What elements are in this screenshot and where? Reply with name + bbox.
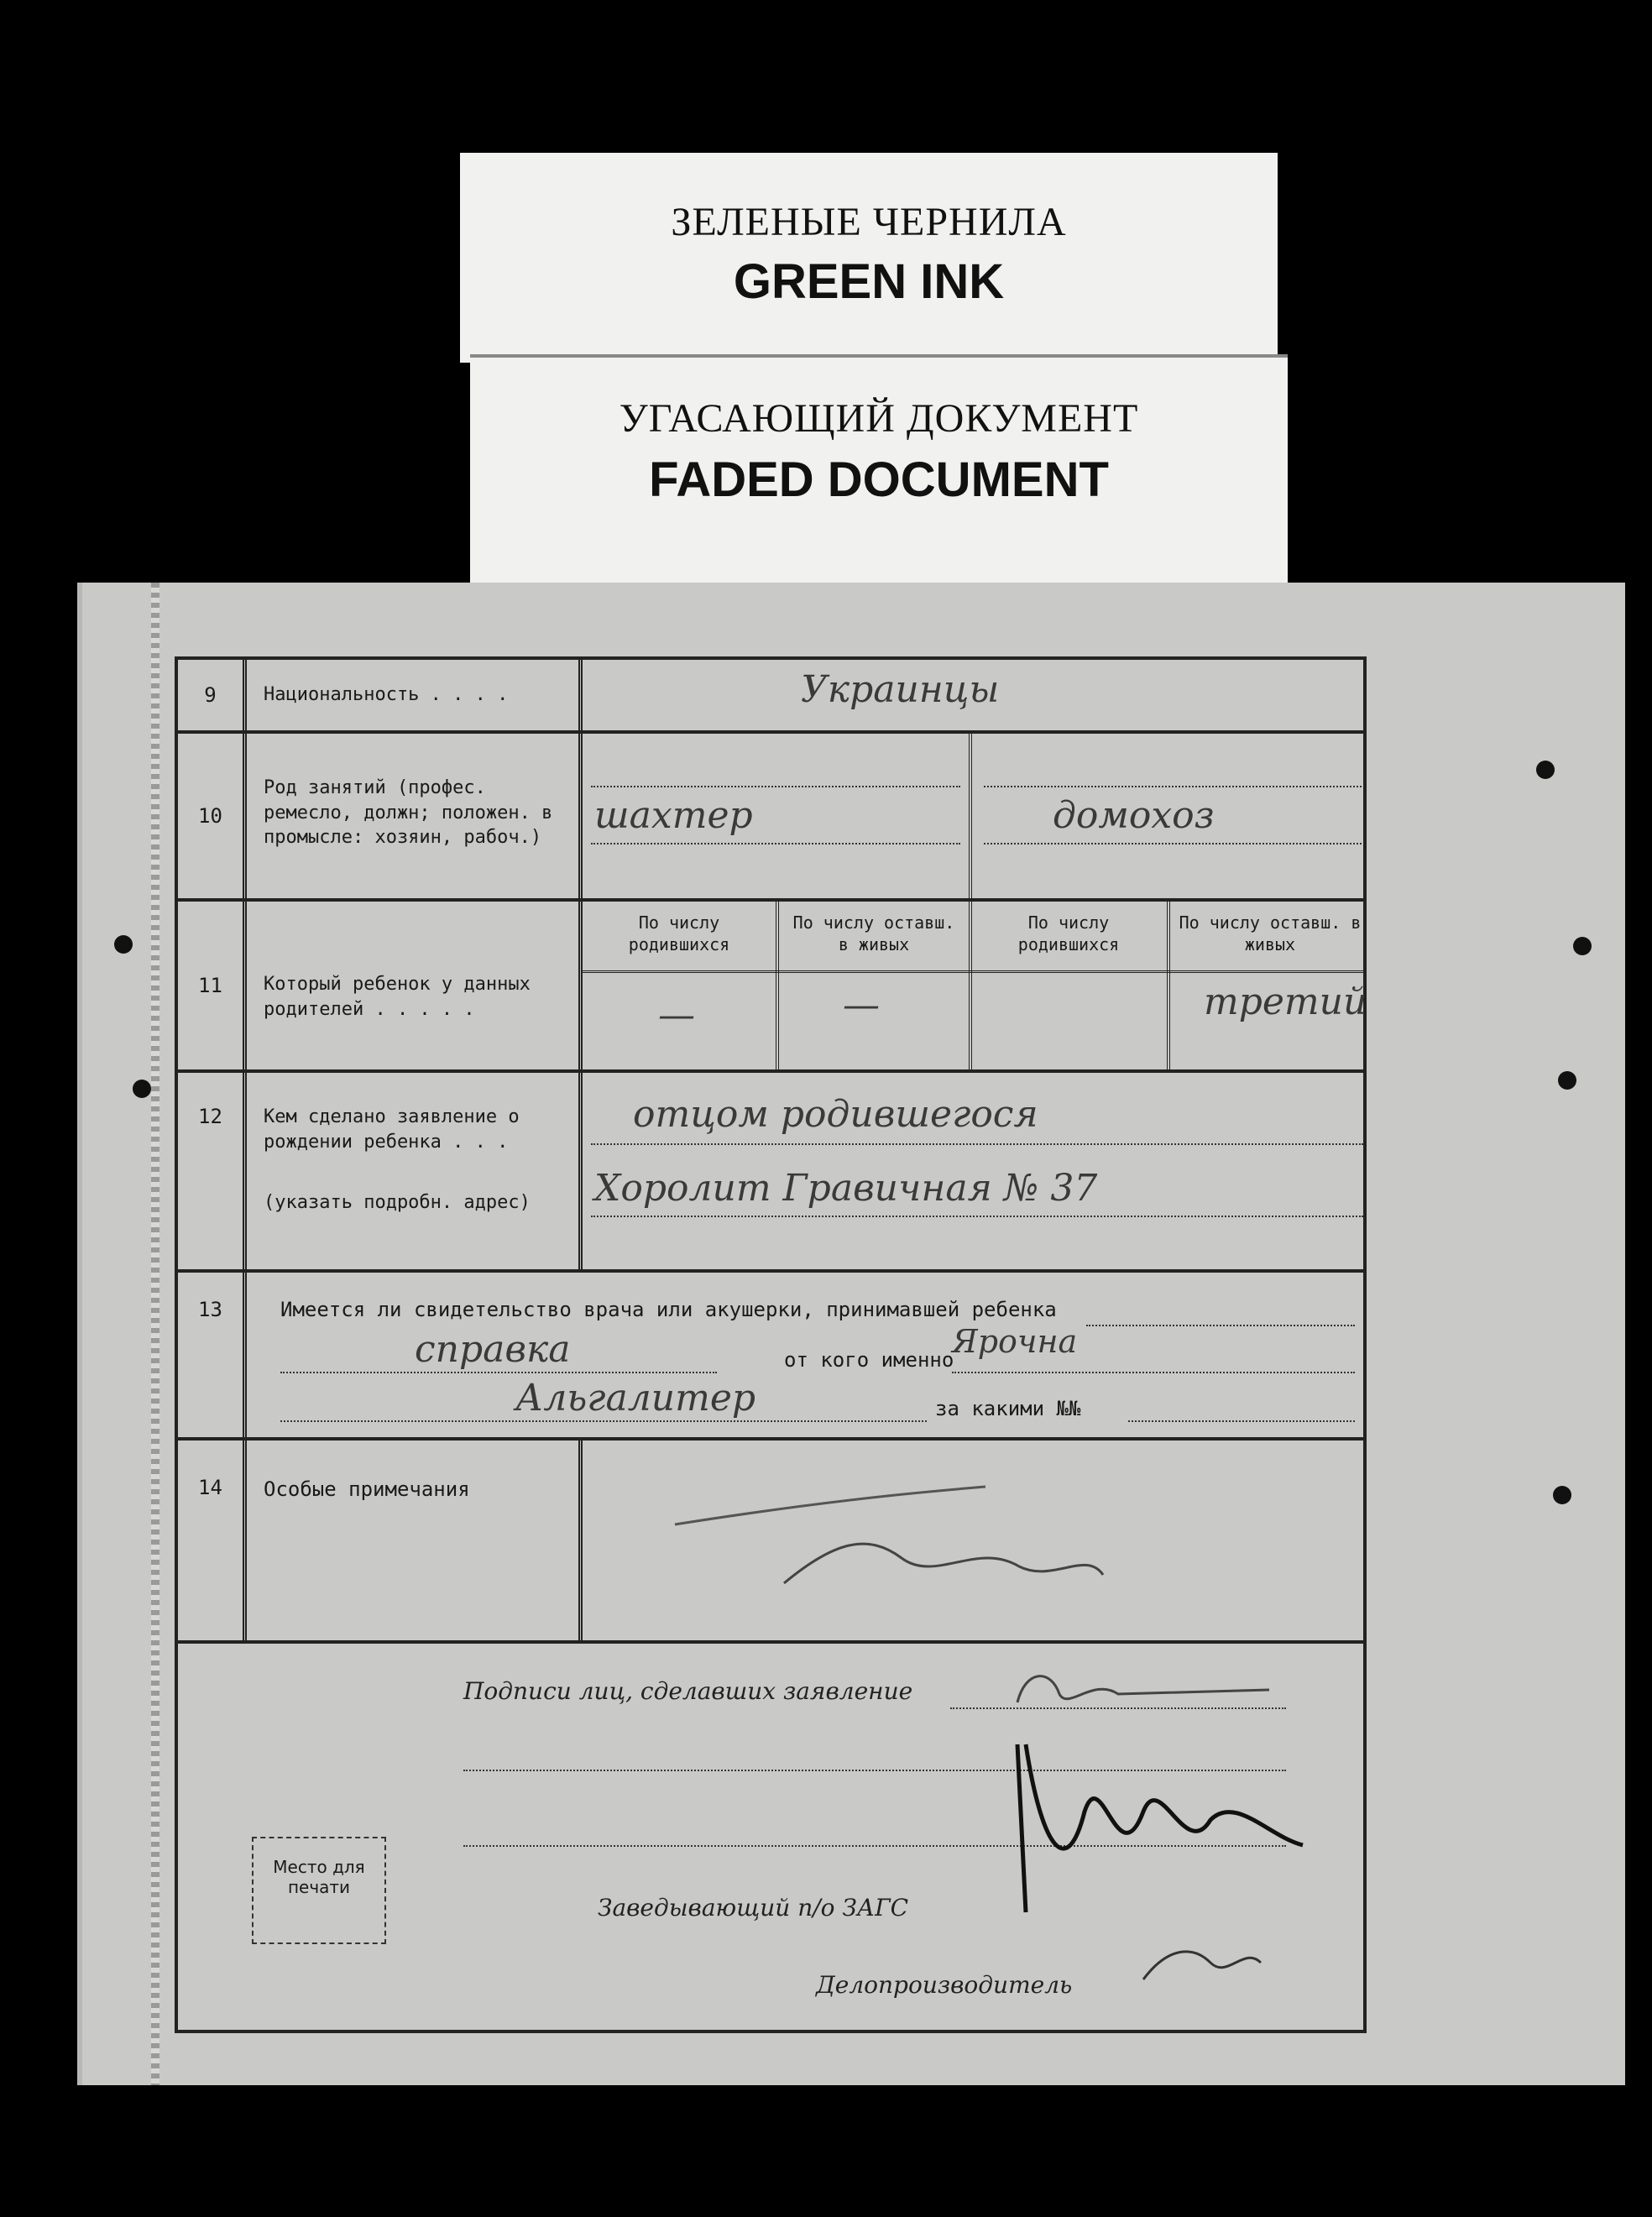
from-whom-label: от кого именно [784, 1348, 954, 1372]
row-number: 12 [178, 1073, 247, 1269]
dotted-line [280, 1420, 927, 1422]
notes-value-cell [583, 1441, 1363, 1640]
row-number: 13 [178, 1273, 247, 1437]
column-divider [969, 902, 972, 1069]
faded-document-card [470, 358, 1288, 583]
born-count-header-1: По числу родившихся [628, 912, 730, 954]
faded-document-en: FADED DOCUMENT [649, 452, 1109, 507]
punch-hole [133, 1080, 151, 1098]
declarant-address: Хоролит Гравичная № 37 [594, 1167, 1098, 1210]
punch-hole [1573, 937, 1592, 955]
certificate-value: справка [415, 1328, 571, 1371]
row-child-order [178, 902, 1367, 1073]
document-sheet [77, 583, 1625, 2085]
punch-hole [1558, 1071, 1576, 1090]
row-declarant [178, 1073, 1363, 1273]
birth-record-form [175, 656, 1367, 2033]
punch-hole [1536, 761, 1555, 779]
registry-head-label: Заведывающий п/о ЗАГС [598, 1894, 909, 1922]
notes-scribble [583, 1441, 1372, 1640]
declarant-label-cell [247, 1073, 583, 1269]
row-nationality [178, 660, 1363, 734]
declarant-value-cell [583, 1073, 1363, 1269]
mother-occupation: домохоз [1053, 794, 1215, 837]
column-divider [969, 734, 972, 898]
born-count-value-1: — [658, 994, 695, 1037]
row-notes [178, 1441, 1363, 1644]
nationality-value: Украинцы [801, 668, 1000, 711]
column-divider [1167, 902, 1170, 1069]
alive-count-header-2: По числу оставш. в живых [1179, 912, 1362, 954]
row-number: 14 [178, 1441, 247, 1640]
dotted-line [1128, 1420, 1355, 1422]
dotted-line [591, 1216, 1363, 1217]
stamp-text: Место для печати [273, 1857, 365, 1897]
row-number: 10 [178, 734, 247, 898]
father-occupation: шахтер [594, 794, 753, 837]
dotted-line [591, 1143, 1363, 1145]
dotted-line [952, 1372, 1355, 1373]
green-ink-ru: ЗЕЛЕНЫЕ ЧЕРНИЛА [671, 200, 1067, 244]
punch-hole [1553, 1486, 1571, 1504]
address-hint: (указать подробн. адрес) [264, 1192, 531, 1213]
certificate-cell [247, 1273, 1363, 1437]
dotted-line [984, 786, 1362, 787]
certificate-question: Имеется ли свидетельство врача или акушерки, принимавшей ребенка [280, 1298, 1057, 1321]
dotted-line [591, 786, 960, 787]
green-ink-en: GREEN INK [733, 254, 1005, 309]
punch-hole [114, 935, 133, 954]
nationality-label: Национальность . . . . [247, 660, 583, 730]
column-divider [776, 902, 779, 1069]
certificate-issuer: Ярочна [952, 1323, 1078, 1360]
dotted-line [984, 843, 1362, 844]
row-certificate [178, 1273, 1363, 1441]
declarant-signature-label: Подписи лиц, сделавших заявление [463, 1677, 913, 1705]
alive-count-value-2: третий [1204, 980, 1367, 1023]
stamp-placeholder [252, 1837, 386, 1944]
child-order-value-cell [583, 902, 1367, 1069]
declarant-label: Кем сделано заявление о рождении ребенка . . . [264, 1106, 520, 1153]
alive-count-value-1: — [843, 984, 880, 1027]
born-count-header-2: По числу родившихся [1017, 912, 1120, 954]
certificate-number: Альгалитер [515, 1377, 756, 1420]
declarant-value: отцом родившегося [633, 1093, 1038, 1136]
row-number: 11 [178, 902, 247, 1069]
by-which-label: за какими №№ [935, 1397, 1081, 1420]
row-occupation [178, 734, 1363, 902]
row-number: 9 [178, 660, 247, 730]
dotted-line [1086, 1325, 1355, 1326]
child-order-label: Который ребенок у данных родителей . . . . . [247, 902, 583, 1069]
header-divider [583, 970, 1363, 973]
occupation-value-cell [583, 734, 1363, 898]
alive-count-header-1: По числу оставш. в живых [792, 912, 955, 954]
faded-document-ru: УГАСАЮЩИЙ ДОКУМЕНТ [619, 396, 1139, 441]
green-ink-card [460, 153, 1278, 363]
dotted-line [591, 843, 960, 844]
occupation-label: Род занятий (профес. ремесло, должн; положен. в промысле: хозяин, рабоч.) [247, 734, 583, 898]
notes-label: Особые примечания [247, 1441, 583, 1640]
clerk-label: Делопроизводитель [816, 1971, 1073, 1999]
dotted-line [280, 1372, 717, 1373]
nationality-value-cell [583, 660, 1363, 730]
